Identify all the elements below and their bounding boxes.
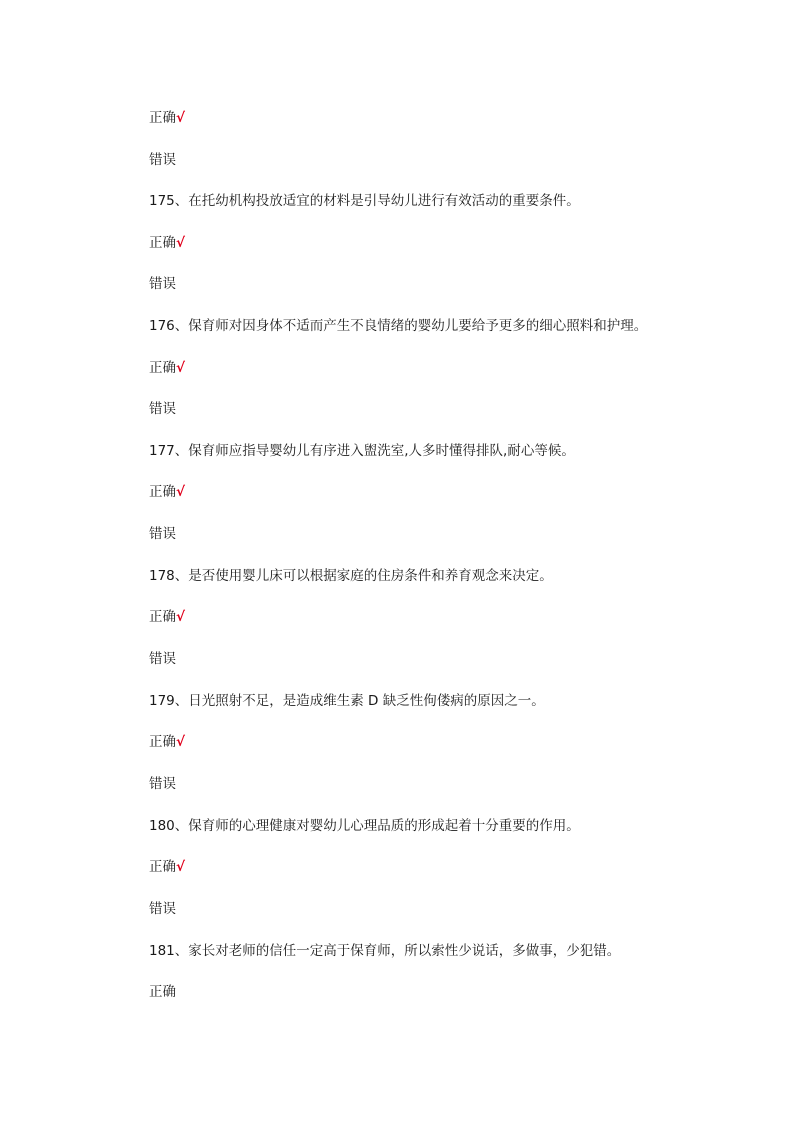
option-correct: 正确√ (149, 859, 186, 875)
option-correct: 正确√ (149, 734, 186, 750)
check-mark: √ (176, 360, 186, 376)
option-wrong: 错误 (149, 401, 176, 417)
option-correct: 正确 (149, 984, 176, 1000)
check-mark: √ (176, 235, 186, 251)
question-181: 181、家长对老师的信任一定高于保育师，所以索性少说话，多做事，少犯错。 (149, 943, 621, 959)
option-wrong: 错误 (149, 152, 176, 168)
option-wrong: 错误 (149, 651, 176, 667)
question-176: 176、保育师对因身体不适而产生不良情绪的婴幼儿要给予更多的细心照料和护理。 (149, 318, 648, 334)
option-wrong: 错误 (149, 901, 176, 917)
option-wrong: 错误 (149, 526, 176, 542)
question-175: 175、在托幼机构投放适宜的材料是引导幼儿进行有效活动的重要条件。 (149, 193, 580, 209)
check-mark: √ (176, 110, 186, 126)
question-178: 178、是否使用婴儿床可以根据家庭的住房条件和养育观念来决定。 (149, 568, 553, 584)
option-wrong: 错误 (149, 776, 176, 792)
option-correct: 正确√ (149, 360, 186, 376)
check-mark: √ (176, 484, 186, 500)
check-mark: √ (176, 859, 186, 875)
option-correct: 正确√ (149, 484, 186, 500)
option-correct: 正确√ (149, 235, 186, 251)
check-mark: √ (176, 734, 186, 750)
option-correct: 正确√ (149, 110, 186, 126)
question-177: 177、保育师应指导婴幼儿有序进入盥洗室,人多时懂得排队,耐心等候。 (149, 443, 575, 459)
option-correct: 正确√ (149, 609, 186, 625)
question-179: 179、日光照射不足，是造成维生素 D 缺乏性佝偻病的原因之一。 (149, 693, 545, 709)
question-180: 180、保育师的心理健康对婴幼儿心理品质的形成起着十分重要的作用。 (149, 818, 580, 834)
check-mark: √ (176, 609, 186, 625)
option-wrong: 错误 (149, 276, 176, 292)
